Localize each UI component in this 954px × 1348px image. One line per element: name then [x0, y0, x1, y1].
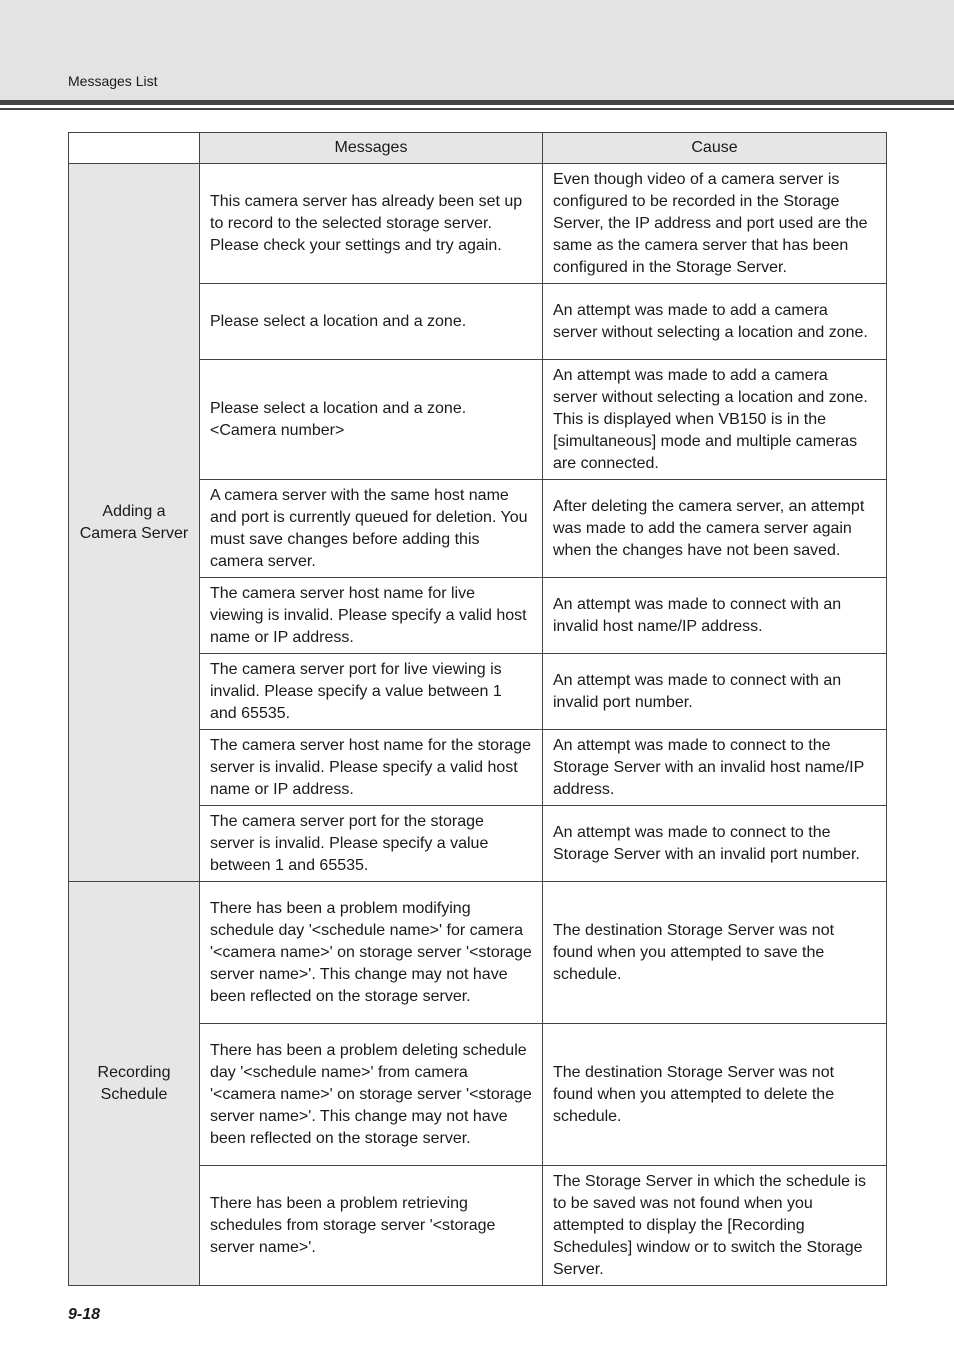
message-cell: Please select a location and a zone.	[200, 284, 543, 360]
message-cell: The camera server host name for live viewing is invalid. Please specify a valid host name or IP address.	[200, 578, 543, 654]
message-cell: There has been a problem modifying schedule day '<schedule name>' for camera '<camera name>' on storage server '<storage server name>'. This change may not have been reflected on the storage server.	[200, 882, 543, 1024]
cause-cell: The destination Storage Server was not found when you attempted to save the schedule.	[543, 882, 887, 1024]
header-rule-thin	[0, 108, 954, 110]
message-cell: This camera server has already been set up to record to the selected storage server. Please check your settings and try again.	[200, 164, 543, 284]
header-rule-thick	[0, 100, 954, 105]
cause-cell: An attempt was made to connect with an invalid port number.	[543, 654, 887, 730]
cause-cell: An attempt was made to add a camera server without selecting a location and zone. This is displayed when VB150 is in the [simultaneous] mode and multiple cameras are connected.	[543, 360, 887, 480]
messages-table	[68, 132, 887, 1286]
column-header-cause: Cause	[543, 133, 887, 164]
cause-cell: An attempt was made to connect to the Storage Server with an invalid host name/IP address.	[543, 730, 887, 806]
message-cell: There has been a problem deleting schedule day '<schedule name>' from camera '<camera name>' on storage server '<storage server name>'. This change may not have been reflected on the storage server.	[200, 1024, 543, 1166]
table-header-row	[69, 133, 887, 164]
message-cell: The camera server port for the storage server is invalid. Please specify a value between 1 and 65535.	[200, 806, 543, 882]
cause-cell: Even though video of a camera server is configured to be recorded in the Storage Server, the IP address and port used are the same as the camera server that has been configured in the Storage Server.	[543, 164, 887, 284]
page-header-title: Messages List	[68, 73, 158, 89]
cause-cell: An attempt was made to add a camera server without selecting a location and zone.	[543, 284, 887, 360]
message-cell: There has been a problem retrieving schedules from storage server '<storage server name>'.	[200, 1166, 543, 1286]
category-label: Recording Schedule	[97, 1063, 171, 1103]
page-number: 9-18	[68, 1306, 101, 1323]
cause-cell: An attempt was made to connect with an invalid host name/IP address.	[543, 578, 887, 654]
cause-cell: The Storage Server in which the schedule is to be saved was not found when you attempted to display the [Recording Schedules] window or to switch the Storage Server.	[543, 1166, 887, 1286]
column-header-messages: Messages	[200, 133, 543, 164]
cause-cell: An attempt was made to connect to the Storage Server with an invalid port number.	[543, 806, 887, 882]
column-header-category	[69, 133, 200, 164]
category-label: Adding a Camera Server	[79, 502, 189, 542]
table-row	[69, 882, 887, 1024]
cause-cell: After deleting the camera server, an attempt was made to add the camera server again when the changes have not been saved.	[543, 480, 887, 578]
category-cell	[69, 882, 200, 1286]
message-cell: The camera server host name for the storage server is invalid. Please specify a valid host name or IP address.	[200, 730, 543, 806]
message-cell: Please select a location and a zone. <Camera number>	[200, 360, 543, 480]
message-cell: The camera server port for live viewing is invalid. Please specify a value between 1 and 65535.	[200, 654, 543, 730]
category-cell	[69, 164, 200, 882]
cause-cell: The destination Storage Server was not found when you attempted to delete the schedule.	[543, 1024, 887, 1166]
message-cell: A camera server with the same host name and port is currently queued for deletion. You must save changes before adding this camera server.	[200, 480, 543, 578]
table-row	[69, 164, 887, 284]
